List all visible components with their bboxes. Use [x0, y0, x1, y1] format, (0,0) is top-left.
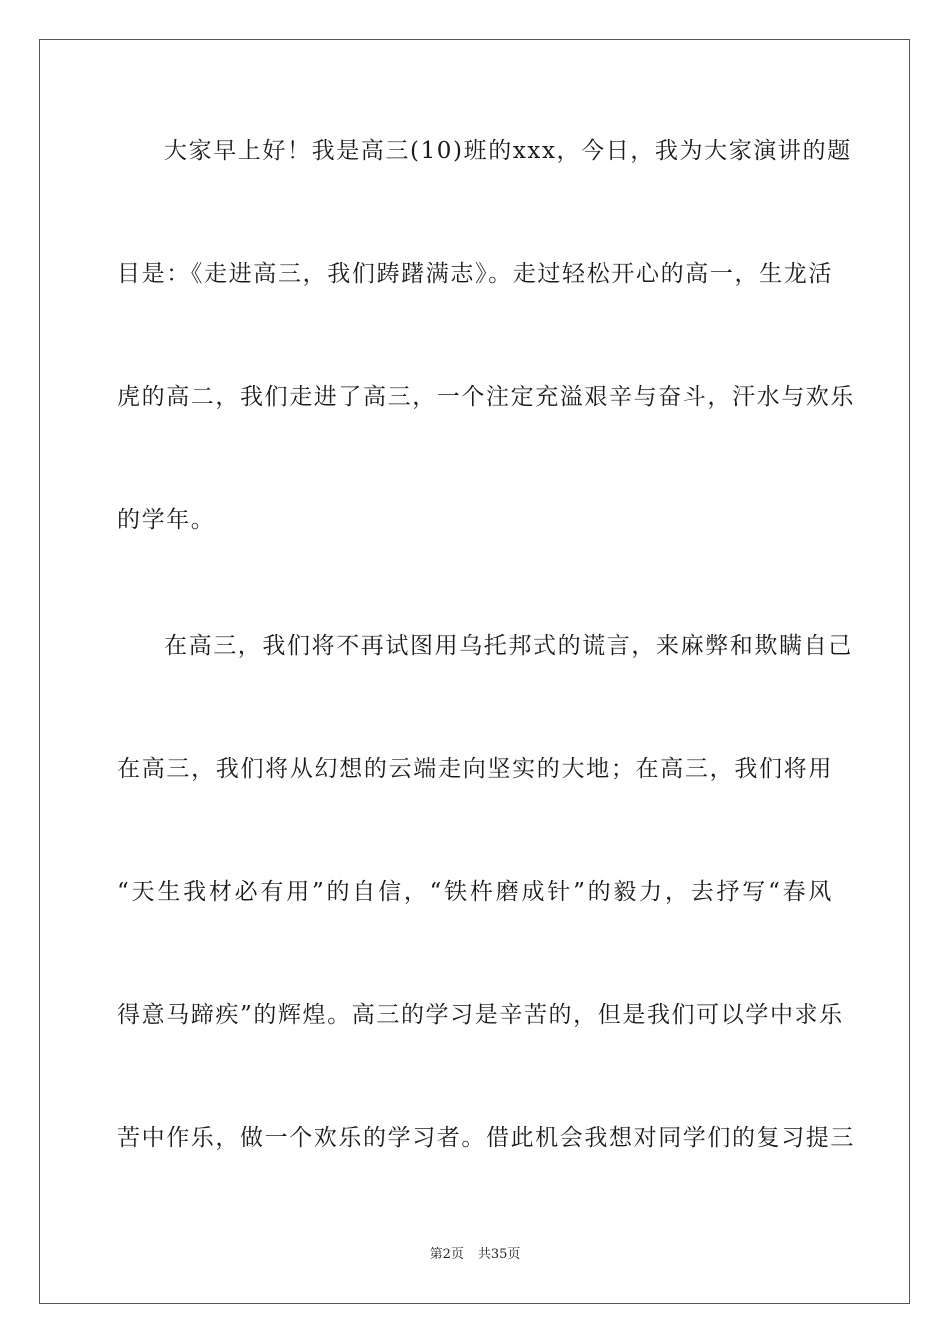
paragraph-1-line-4: 的学年。: [117, 507, 216, 533]
paragraph-1-line-1: 大家早上好！我是高三(10)班的xxx，今日，我为大家演讲的题: [164, 138, 852, 164]
paragraph-2-line-4: 得意马蹄疾”的辉煌。高三的学习是辛苦的，但是我们可以学中求乐: [117, 1002, 844, 1028]
paragraph-1-line-3: 虎的高二，我们走进了高三，一个注定充溢艰辛与奋斗，汗水与欢乐: [117, 384, 855, 410]
page-footer: [0, 1246, 950, 1264]
paragraph-2-line-2: 在高三，我们将从幻想的云端走向坚实的大地；在高三，我们将用: [117, 756, 833, 782]
paragraph-2-line-1: 在高三，我们将不再试图用乌托邦式的谎言，来麻弊和欺瞒自己: [164, 633, 853, 659]
paragraph-1-line-2: 目是：《走进高三，我们踌躇满志》。走过轻松开心的高一，生龙活: [117, 261, 833, 287]
page-number: 第2页: [429, 1247, 464, 1262]
page-total: 共35页: [477, 1247, 521, 1262]
paragraph-2-line-3: “天生我材必有用”的自信，“铁杵磨成针”的毅力，去抒写“春风: [117, 879, 833, 905]
page-border: [39, 39, 910, 1304]
paragraph-2-line-5: 苦中作乐，做一个欢乐的学习者。借此机会我想对同学们的复习提三: [117, 1125, 855, 1151]
